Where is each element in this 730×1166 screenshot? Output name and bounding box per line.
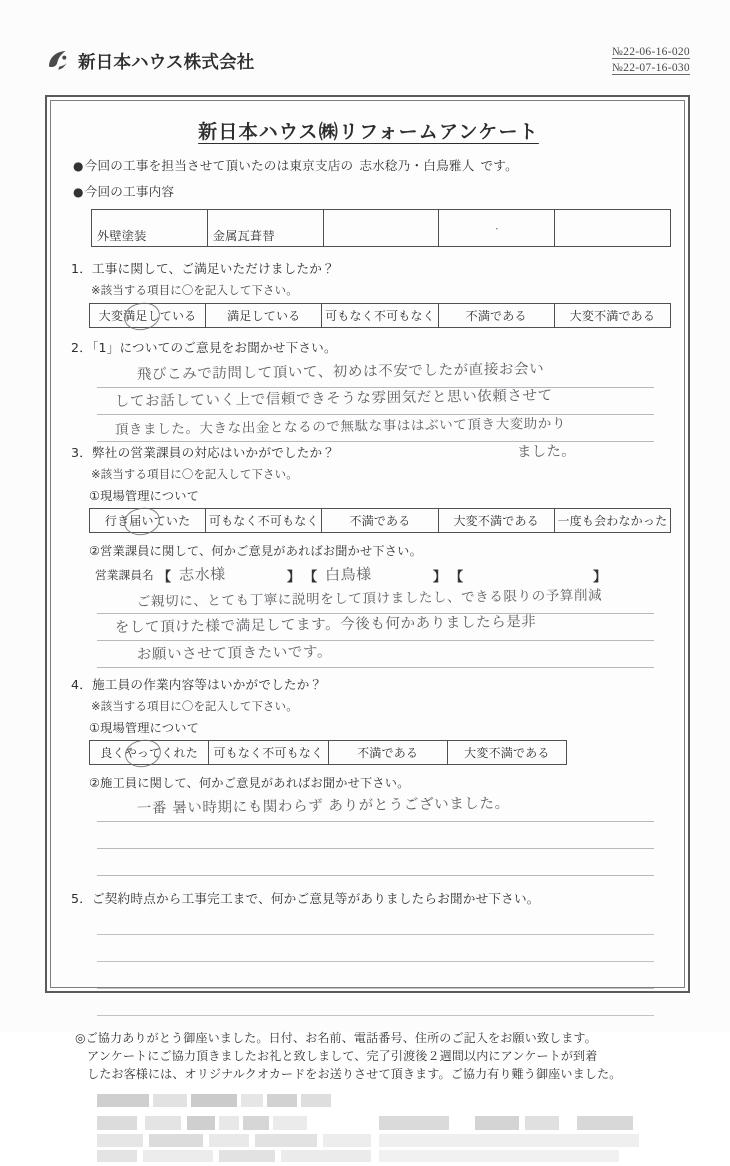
question-1-text (71, 258, 668, 277)
question-3-options (89, 508, 671, 533)
bracket-open: 【 (450, 570, 464, 586)
question-3-number: 3． (71, 445, 93, 461)
q3-answer-line-2: をして頂けた様で満足してます。今後も何かありましたら是非 (114, 614, 537, 637)
question-1-label: 工事に関して、ご満足いただけましたか？ (92, 261, 335, 277)
question-5-number: 5． (71, 891, 93, 907)
question-2-label: 「1」についてのご意見をお聞かせ下さい。 (92, 340, 337, 356)
handwriting-line (97, 388, 654, 415)
q3-answer-line-1: ご親切に、とても丁寧に説明をして頂けましたし、できる限りの予算削減 (136, 587, 603, 611)
q3-option-3[interactable]: 大変不満である (438, 509, 554, 533)
handwriting-line (97, 822, 654, 849)
work-content-table (91, 209, 671, 247)
q1-option-0[interactable] (90, 304, 206, 328)
bullet-icon: ● (73, 159, 84, 173)
question-4-note: ※該当する項目に〇を記入して下さい。 (91, 699, 298, 714)
q2-answer-line-2: してお話していく上で信頼できそうな雰囲気だと思い依頼させて (114, 388, 553, 411)
q2-answer-tail: ました。 (517, 443, 577, 461)
question-4-sub1: ①現場管理について (89, 721, 199, 736)
bracket-close: 】 (287, 570, 301, 586)
question-1-number: 1． (71, 261, 93, 277)
handwriting-line (97, 587, 654, 614)
handwriting-line (97, 614, 654, 641)
handwriting-line (97, 641, 654, 668)
staff-field-2[interactable] (304, 563, 446, 585)
question-2-text (71, 337, 668, 356)
question-4-text (71, 674, 668, 693)
work-content-label: 今回の工事内容 (84, 183, 175, 199)
shinnihon-house-logo-icon (45, 48, 71, 74)
q4-answer-line-1: 一番 暑い時期にも関わらず ありがとうございました。 (136, 795, 510, 818)
q3-option-4[interactable]: 一度も会わなかった (554, 509, 670, 533)
intro-text-before: 今回の工事を担当させて頂いたのは東京支店の (84, 158, 354, 173)
blank-line (97, 935, 654, 962)
q2-answer-line-1: 飛びこみで訪問して頂いて、初めは不安でしたが直接お会い (136, 361, 545, 384)
work-cell-5 (555, 210, 671, 247)
question-4-number: 4． (71, 677, 93, 693)
handwriting-line (97, 361, 654, 388)
question-4-label: 施工員の作業内容等はいかがでしたか？ (92, 677, 323, 693)
q1-option-2[interactable]: 可もなく不可もなく (322, 304, 438, 328)
question-2-number: 2． (71, 340, 93, 356)
staff-field-2-value: 白鳥様 (324, 565, 373, 585)
handwriting-line (97, 849, 654, 876)
intro-staff-names: 志水稔乃・白鳥雅人 (359, 158, 475, 173)
question-5-label: ご契約時点から工事完工まで、何かご意見等がありましたらお聞かせ下さい。 (92, 891, 540, 907)
table-row (90, 741, 567, 765)
q4-option-0-label: 良くやってくれた (100, 746, 198, 761)
redacted-personal-info (83, 1092, 660, 1166)
document-header (0, 48, 730, 94)
question-1-note: ※該当する項目に〇を記入して下さい。 (91, 283, 298, 298)
reference-number-1: №22-06-16-020 (611, 46, 690, 58)
blank-line (97, 962, 654, 989)
q4-option-2[interactable]: 不満である (328, 741, 447, 765)
company-logo-block (45, 48, 254, 74)
footer-line-3: したお客様には、オリジナルクオカードをお送りさせて頂きます。ご協力有り難う御座いました。 (87, 1066, 622, 1081)
intro-line (73, 158, 668, 175)
work-cell-3 (323, 210, 439, 247)
company-name: 新日本ハウス株式会社 (78, 52, 255, 73)
q3-option-1[interactable]: 可もなく不可もなく (206, 509, 322, 533)
work-content-heading (73, 184, 668, 201)
staff-field-label: 営業課員名 (95, 568, 154, 583)
work-cell-4: ・ (439, 210, 555, 247)
q4-option-0[interactable] (90, 741, 209, 765)
bullet-icon: ● (73, 184, 84, 199)
q1-option-1[interactable]: 満足している (206, 304, 322, 328)
q4-option-1[interactable]: 可もなく不可もなく (209, 741, 328, 765)
q3-option-0-label: 行き届いていた (104, 514, 191, 529)
work-cell-1: 外壁塗装 (92, 210, 208, 247)
reference-number-2: №22-07-16-030 (611, 62, 690, 74)
footer-line-2: アンケートにご協力頂きましたお礼と致しまして、完了引渡後２週間以内にアンケートが到着 (87, 1049, 598, 1064)
q3-option-0[interactable] (90, 509, 206, 533)
staff-field-3[interactable] (450, 566, 606, 585)
question-4-answer[interactable] (69, 795, 668, 876)
table-row (90, 509, 671, 533)
survey-sheet (45, 95, 690, 1081)
question-2-answer[interactable] (69, 361, 668, 442)
question-4-options (89, 740, 567, 765)
bracket-close: 】 (433, 570, 447, 586)
table-row (90, 304, 671, 328)
q2-answer-line-3: 頂きました。大きな出金となるので無駄な事ははぶいて頂き大変助かり (114, 415, 567, 439)
q1-option-4[interactable]: 大変不満である (554, 304, 670, 328)
question-1-options (89, 303, 671, 328)
bracket-open: 【 (157, 570, 171, 586)
handwriting-line (97, 415, 654, 442)
q3-option-2[interactable]: 不満である (322, 509, 438, 533)
q4-option-3[interactable]: 大変不満である (447, 741, 566, 765)
question-3-answer[interactable] (69, 587, 668, 668)
q1-option-3[interactable]: 不満である (438, 304, 554, 328)
staff-name-fields (95, 563, 668, 585)
bracket-open: 【 (304, 570, 318, 586)
blank-line (97, 912, 654, 935)
intro-text-after: です。 (480, 158, 518, 173)
question-3-note: ※該当する項目に〇を記入して下さい。 (91, 467, 298, 482)
question-3-sub1: ①現場管理について (89, 489, 199, 504)
question-3-label: 弊社の営業課員の対応はいかがでしたか？ (92, 445, 336, 461)
reference-numbers (612, 46, 690, 78)
handwriting-line (97, 795, 654, 822)
q1-option-0-label: 大変満足している (98, 309, 197, 324)
question-5-answer[interactable] (69, 912, 668, 1016)
footer-note (75, 1030, 662, 1084)
blank-line (97, 989, 654, 1016)
question-4-sub2: ②施工員に関して、何かご意見があればお聞かせ下さい。 (89, 776, 410, 791)
question-3-text (71, 442, 668, 461)
page-title: 新日本ハウス㈱リフォームアンケート (198, 121, 539, 143)
work-cell-2: 金属瓦葺替 (207, 210, 323, 247)
footer-line-1: ◎ご協力ありがとう御座いました。日付、お名前、電話番号、住所のご記入をお願い致します。 (75, 1031, 597, 1046)
staff-field-1-value: 志水様 (178, 565, 227, 585)
staff-field-1[interactable] (158, 563, 300, 585)
table-row (92, 210, 671, 247)
question-3-sub2: ②営業課員に関して、何かご意見があればお聞かせ下さい。 (89, 544, 422, 559)
bracket-close: 】 (593, 570, 607, 586)
question-5-text (71, 888, 668, 907)
q3-answer-line-3: お願いさせて頂きたいです。 (136, 644, 333, 664)
